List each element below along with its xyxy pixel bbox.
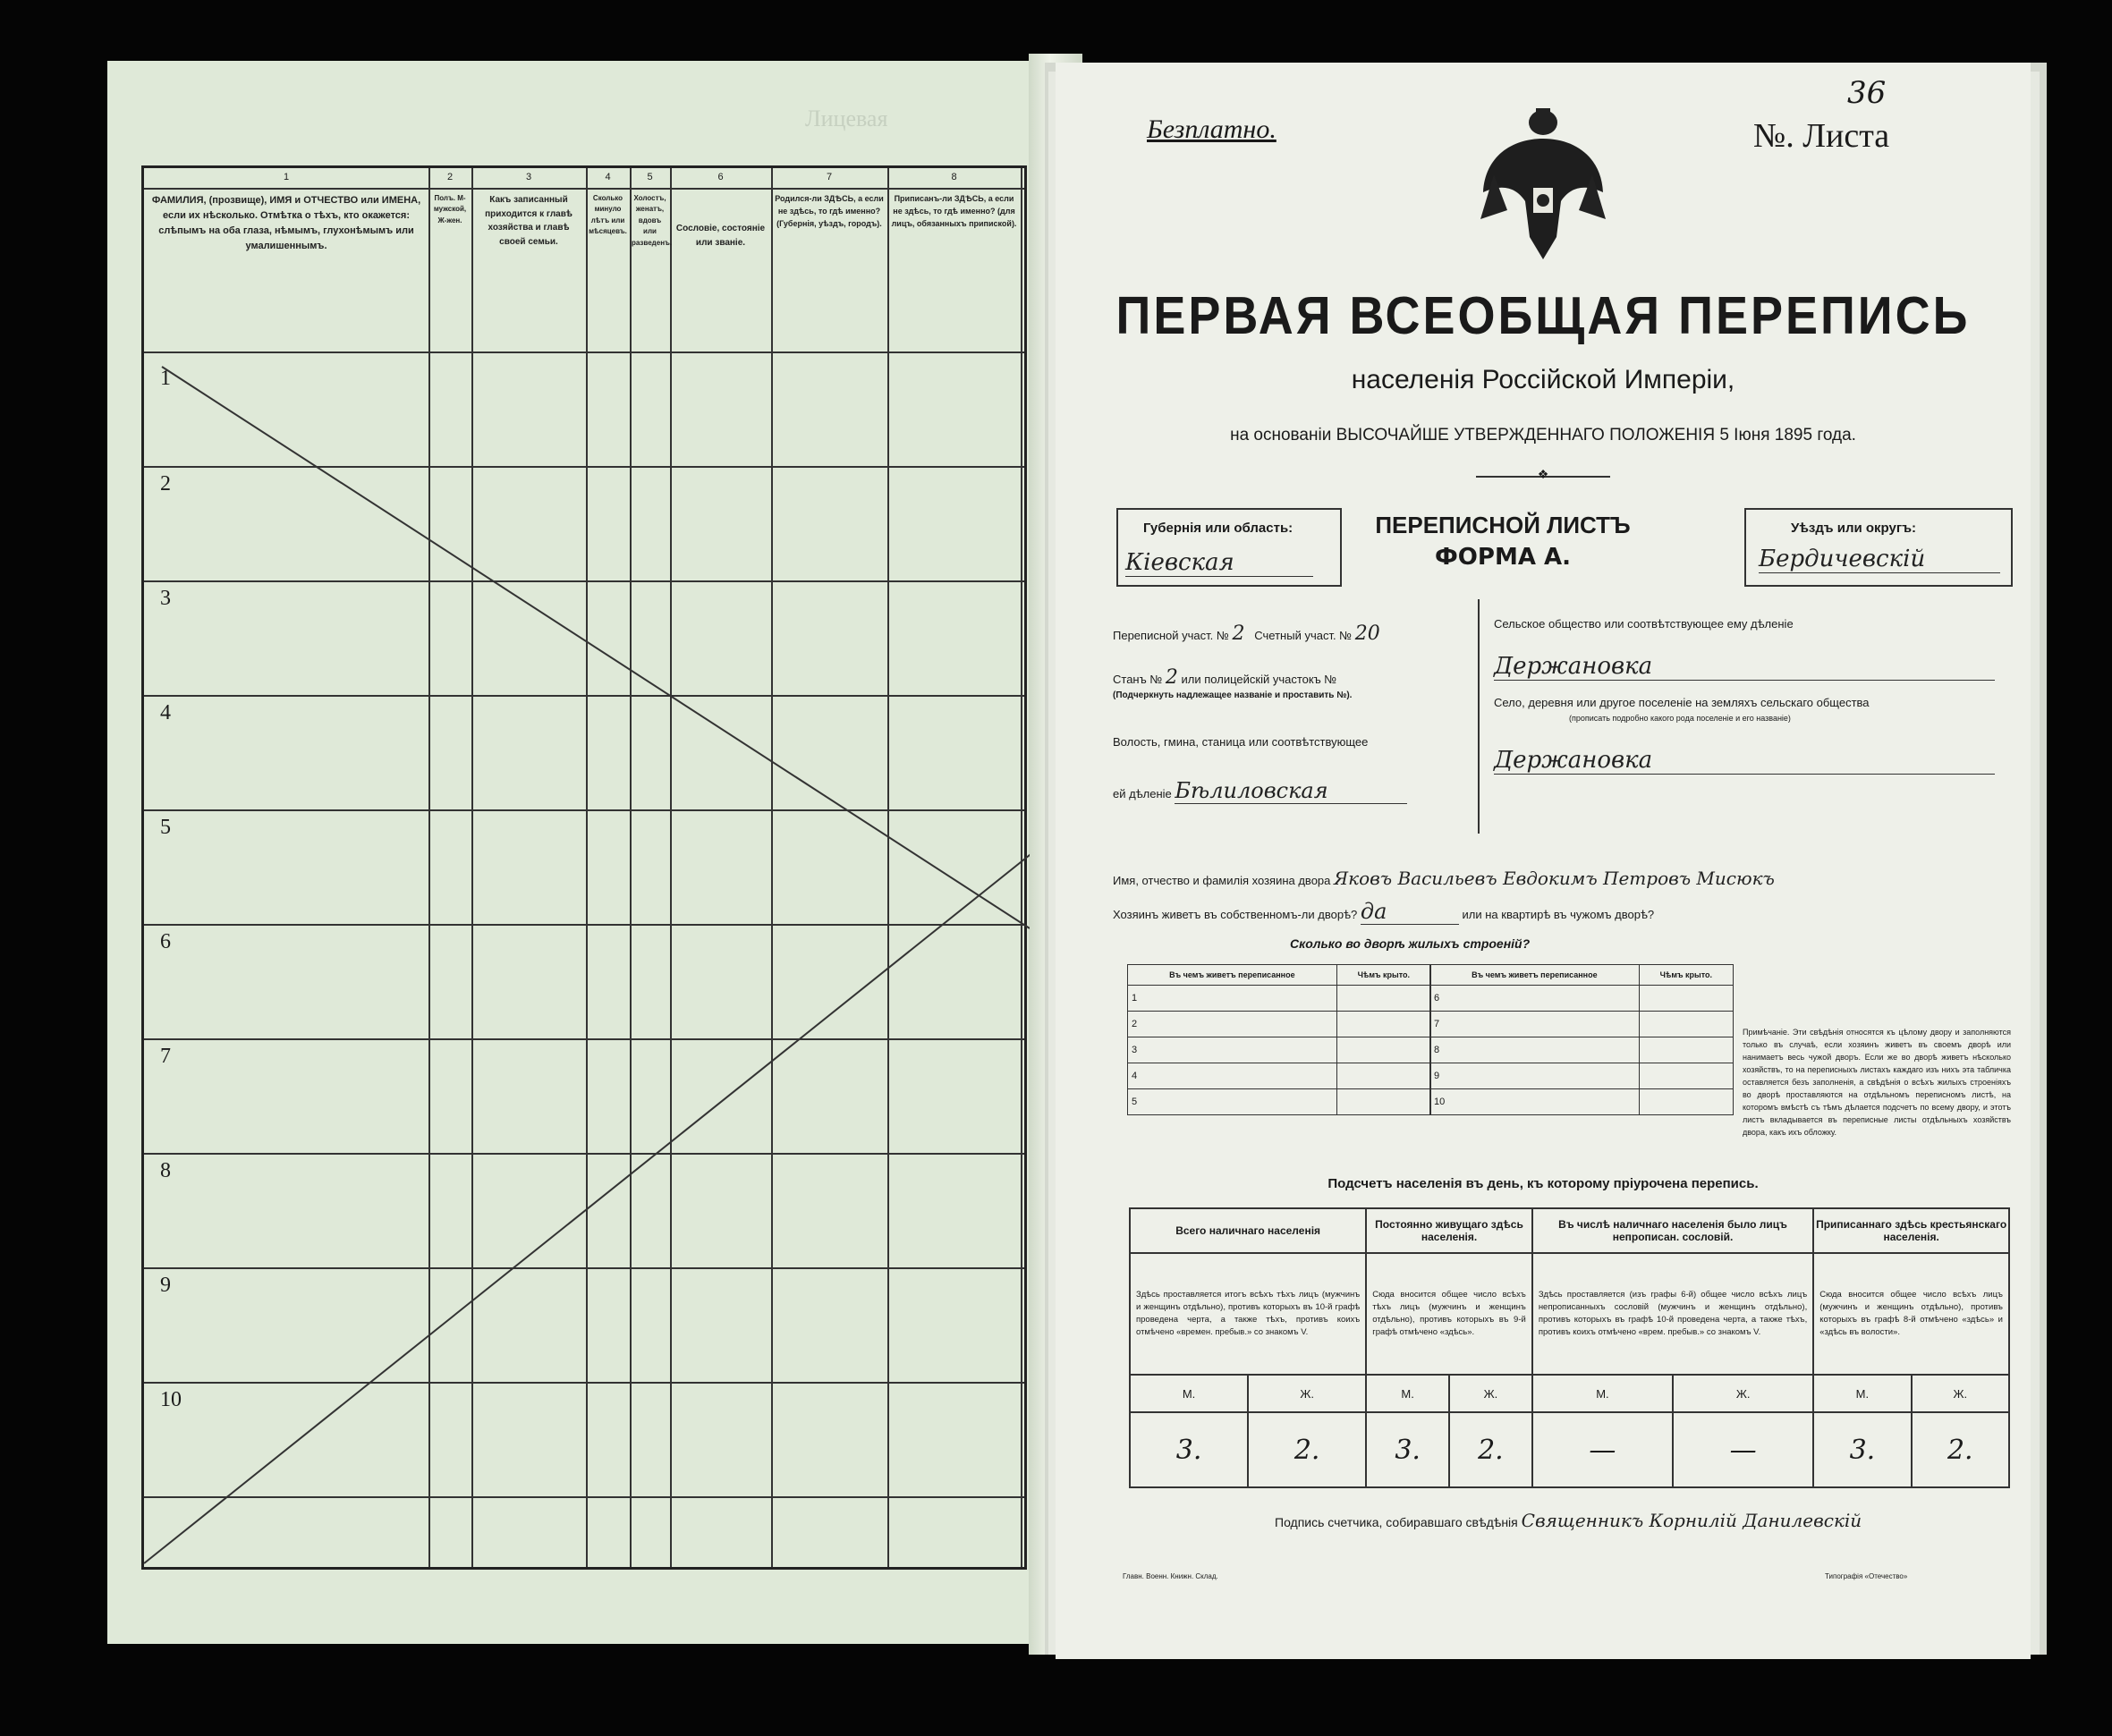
buildings-row: 6 xyxy=(1430,986,1640,1012)
volost-row xyxy=(1113,778,1407,804)
left-page-faint-header: Лицевая xyxy=(805,106,888,131)
row-number: 3 xyxy=(160,587,171,610)
population-count-table xyxy=(1129,1207,2010,1488)
column-header-marital: Холостъ, женатъ, вдовъ или разведенъ. xyxy=(632,194,673,247)
lives-label: Хозяинъ живетъ въ собственномъ-ли дворѣ? xyxy=(1113,908,1358,921)
free-label: Безплатно. xyxy=(1147,114,1277,144)
sheet-number-handwritten: 36 xyxy=(1847,75,1887,111)
sex-label: Ж. xyxy=(1449,1375,1532,1412)
sex-label: Ж. xyxy=(1248,1375,1366,1412)
strike-through-lines xyxy=(144,168,1030,1572)
buildings-row: 7 xyxy=(1430,1012,1640,1037)
right-page xyxy=(1056,63,2031,1659)
buildings-row: 10 xyxy=(1430,1089,1640,1115)
pop-value: 2. xyxy=(1449,1412,1532,1487)
column-header-registration: Приписанъ-ли ЗДѢСЬ, а если не здѣсь, то гдѣ именно? (для лицъ, обязанныхъ припиской). xyxy=(891,194,1017,228)
census-section-row xyxy=(1113,622,1380,645)
form-title: ПЕРЕПИСНОЙ ЛИСТЪ xyxy=(1375,512,1631,538)
buildings-col-head: Въ чемъ живетъ переписанное xyxy=(1128,965,1337,986)
row-number: 5 xyxy=(160,816,171,839)
lives-value: да xyxy=(1361,899,1459,925)
buildings-label: Сколько во дворѣ жилыхъ строеній? xyxy=(1290,936,1531,951)
census-household-table xyxy=(141,165,1027,1570)
buildings-row: 9 xyxy=(1430,1063,1640,1089)
double-headed-eagle-emblem xyxy=(1476,103,1610,273)
row-number: 6 xyxy=(160,930,171,953)
sex-label: М. xyxy=(1366,1375,1449,1412)
column-number: 3 xyxy=(525,172,532,182)
column-number: 5 xyxy=(647,172,653,182)
counting-section-label: Счетный участ. № xyxy=(1254,629,1353,642)
pop-desc: Здѣсь проставляется (изъ графы 6-й) общее число всѣхъ лицъ непрописанныхъ сословій (мужчинъ и женщинъ отдѣльно), противъ которыхъ въ графѣ 10-й проведена черта, а также тѣхъ, противъ коихъ отмѣчено «врем. пребыв.» со знакомъ V. xyxy=(1532,1253,1813,1375)
document-title: ПЕРВАЯ ВСЕОБЩАЯ ПЕРЕПИСЬ xyxy=(1115,286,1971,345)
column-header-relation: Какъ записанный приходится к главѣ хозяйства и главѣ своей семьи. xyxy=(485,195,573,247)
pop-desc: Здѣсь проставляется итогъ всѣхъ тѣхъ лицъ (мужчинъ и женщинъ отдѣльно), противъ которыхъ въ 10-й графѣ проведена черта, а также тѣхъ, противъ коихъ отмѣчено «времен. пребыв.» со знакомъ V. xyxy=(1130,1253,1366,1375)
sex-label: М. xyxy=(1813,1375,1911,1412)
sex-label: М. xyxy=(1130,1375,1248,1412)
signature-value: Священникъ Корнилій Данилевскій xyxy=(1521,1510,1862,1531)
pop-value: — xyxy=(1532,1412,1673,1487)
column-header-name: ФАМИЛИЯ, (прозвище), ИМЯ и ОТЧЕСТВО или ИМЕНА, если их нѣсколько. Отмѣтка о тѣхъ, кто окажется: слѣпымъ на оба глаза, нѣмымъ, глухонѣмымъ или умалишеннымъ. xyxy=(151,195,421,252)
district-label: Уѣздъ или округъ: xyxy=(1791,521,1917,536)
police-label: или полицейскій участокъ № xyxy=(1181,673,1337,686)
pop-header-present: Всего наличнаго населенія xyxy=(1130,1208,1366,1253)
village-value: Держановка xyxy=(1494,747,1995,775)
column-number: 1 xyxy=(283,172,290,182)
village-note: (прописать подробно какого рода поселеніе и его названіе) xyxy=(1569,714,1791,723)
pop-value: 3. xyxy=(1813,1412,1911,1487)
signature-label: Подпись счетчика, собиравшаго свѣдѣнія xyxy=(1275,1515,1518,1529)
buildings-col-roof: Чѣмъ крыто. xyxy=(1336,965,1430,986)
column-number: 6 xyxy=(717,172,724,182)
owner-row xyxy=(1113,868,2007,889)
buildings-row: 1 xyxy=(1128,986,1337,1012)
buildings-row: 5 xyxy=(1128,1089,1337,1115)
legal-basis: на основаніи ВЫСОЧАЙШЕ УТВЕРЖДЕННАГО ПОЛОЖЕНІЯ 5 Іюня 1895 года. xyxy=(1230,426,1856,445)
province-label: Губернія или область: xyxy=(1143,521,1293,536)
row-number: 9 xyxy=(160,1274,171,1297)
owner-label: Имя, отчество и фамилія хозяина двора xyxy=(1113,874,1331,887)
stan-value: 2 xyxy=(1165,666,1178,689)
census-section-label: Переписной участ. № xyxy=(1113,629,1229,642)
society-value: Держановка xyxy=(1494,653,1995,681)
stan-note: (Подчеркнуть надлежащее названіе и проставить №). xyxy=(1113,690,1353,700)
column-number: 2 xyxy=(446,172,454,182)
pop-value: 2. xyxy=(1912,1412,2009,1487)
column-header-age: Сколько минуло лѣтъ или мѣсяцевъ. xyxy=(589,194,627,236)
column-number: 4 xyxy=(605,172,611,182)
pop-value: — xyxy=(1673,1412,1813,1487)
column-number: 8 xyxy=(951,172,957,182)
province-box xyxy=(1116,508,1342,587)
column-header-sex: Полъ. М-мужской, Ж-жен. xyxy=(433,194,467,224)
volost-value: Бѣлиловская xyxy=(1175,778,1407,804)
buildings-row: 8 xyxy=(1430,1037,1640,1063)
row-number: 4 xyxy=(160,701,171,724)
pop-header-unregistered: Въ числѣ наличнаго населенія было лицъ непрописан. сословій. xyxy=(1532,1208,1813,1253)
signature-row xyxy=(1275,1510,2026,1531)
row-number: 7 xyxy=(160,1045,171,1068)
buildings-row: 2 xyxy=(1128,1012,1337,1037)
village-label: Село, деревня или другое поселеніе на земляхъ сельскаго общества xyxy=(1494,696,1870,709)
district-value: Бердичевскій xyxy=(1759,546,2000,573)
census-section-value: 2 xyxy=(1232,622,1245,645)
province-value: Кіевская xyxy=(1125,549,1313,577)
column-number: 7 xyxy=(826,172,833,182)
owner-value: Яковъ Васильевъ Евдокимъ Петровъ Мисюкъ xyxy=(1334,868,1775,889)
lives-label-2: или на квартирѣ въ чужомъ дворѣ? xyxy=(1462,908,1655,921)
buildings-row: 3 xyxy=(1128,1037,1337,1063)
sex-label: Ж. xyxy=(1912,1375,2009,1412)
row-number: 2 xyxy=(160,472,171,495)
stan-label: Станъ № xyxy=(1113,673,1163,686)
printer-right: Типографія «Отечество» xyxy=(1825,1572,1908,1580)
pop-desc: Сюда вносится общее число всѣхъ тѣхъ лицъ (мужчинъ и женщинъ отдѣльно), противъ которыхъ въ 9-й графѣ отмѣчено «здѣсь». xyxy=(1366,1253,1532,1375)
divider-ornament-icon: ❖ xyxy=(1537,469,1549,482)
buildings-table-right xyxy=(1429,964,1734,1115)
column-header-estate: Сословіе, состояніе или званіе. xyxy=(675,224,766,248)
buildings-row: 4 xyxy=(1128,1063,1337,1089)
sex-label: Ж. xyxy=(1673,1375,1813,1412)
buildings-col-roof: Чѣмъ крыто. xyxy=(1639,965,1733,986)
volost-label-2: ей дѣленіе xyxy=(1113,787,1172,800)
row-number: 8 xyxy=(160,1159,171,1182)
document-subtitle: населенія Россійской Имперіи, xyxy=(1351,365,1735,394)
row-number: 10 xyxy=(160,1388,182,1411)
pop-header-resident: Постоянно живущаго здѣсь населенія. xyxy=(1366,1208,1532,1253)
buildings-table-left xyxy=(1127,964,1431,1115)
pop-value: 3. xyxy=(1130,1412,1248,1487)
pop-desc: Сюда вносится общее число всѣхъ лицъ (мужчинъ и женщинъ отдѣльно), противъ которыхъ въ графѣ 8-й отмѣчено «здѣсь» и «здѣсь въ волости». xyxy=(1813,1253,2009,1375)
stan-row xyxy=(1113,666,1336,689)
buildings-col-head: Въ чемъ живетъ переписанное xyxy=(1430,965,1640,986)
sex-label: М. xyxy=(1532,1375,1673,1412)
settlement-box xyxy=(1478,599,2014,834)
form-subtitle: ФОРМА А. xyxy=(1435,544,1571,571)
district-box xyxy=(1744,508,2013,587)
society-label: Сельское общество или соотвѣтствующее ему дѣленіе xyxy=(1494,617,1794,631)
pop-header-peasant: Приписаннаго здѣсь крестьянскаго населенія. xyxy=(1813,1208,2009,1253)
printer-left: Главн. Военн. Книжн. Склад. xyxy=(1123,1572,1218,1580)
counting-section-value: 20 xyxy=(1354,622,1380,645)
pop-value: 2. xyxy=(1248,1412,1366,1487)
sheet-number-label: №. Листа xyxy=(1753,117,1890,155)
population-count-title: Подсчетъ населенія въ день, къ которому пріурочена перепись. xyxy=(1327,1176,1759,1191)
row-number: 1 xyxy=(160,367,171,390)
buildings-note: Примѣчаніе. Эти свѣдѣнія относятся къ цѣлому двору и заполняются только въ случаѣ, если хозяинъ живетъ въ своемъ дворѣ или нанимаетъ весь чужой дворъ. Если же во дворѣ живетъ нѣсколько хозяйствъ, то на переписныхъ листахъ каждаго изъ нихъ эта табличка оставляется безъ заполненія, а свѣдѣнія о всѣхъ жилыхъ строеніяхъ во дворѣ проставляются на отдѣльномъ переписномъ листѣ, на которомъ вмѣстѣ съ тѣмъ дѣлается подсчетъ по всему двору, и этотъ листъ вкладывается въ переписные листы отдѣльныхъ хозяйствъ двора, какъ ихъ обложку. xyxy=(1743,1028,2011,1137)
volost-label: Волость, гмина, станица или соотвѣтствующее xyxy=(1113,735,1369,749)
column-header-birthplace: Родился-ли ЗДѢСЬ, а если не здѣсь, то гдѣ именно? (Губернія, уѣздъ, городъ). xyxy=(775,194,884,228)
pop-value: 3. xyxy=(1366,1412,1449,1487)
lives-row xyxy=(1113,899,2007,925)
